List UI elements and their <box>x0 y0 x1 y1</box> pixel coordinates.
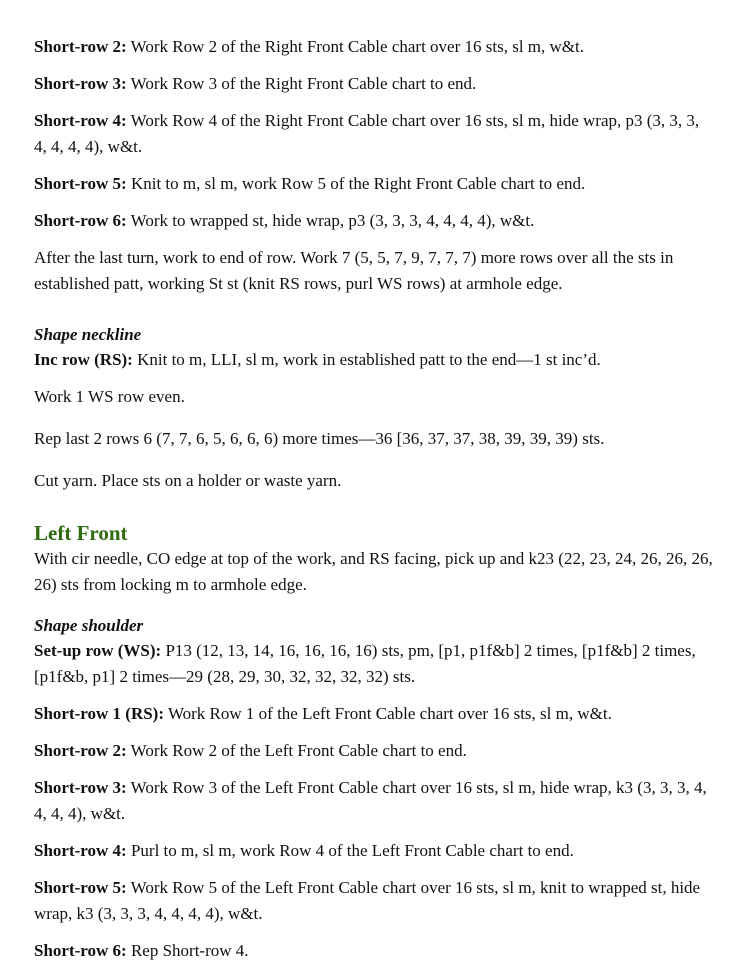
row-text: Work Row 2 of the Left Front Cable chart to end. <box>126 741 467 760</box>
row-text: Work Row 4 of the Right Front Cable chart over 16 sts, sl m, hide wrap, p3 (3, 3, 3, 4, 4, 4, 4), w&t. <box>34 111 700 156</box>
after-last-turn-paragraph: After the last turn, work to end of row. Work 7 (5, 5, 7, 9, 7, 7, 7) more rows over all the sts in established patt, working St st (knit RS rows, purl WS rows) at armhole edge. <box>34 248 674 293</box>
instruction-short-row-6 <box>34 208 716 234</box>
instruction-left-short-row-5 <box>34 875 716 927</box>
row-text: Work Row 3 of the Right Front Cable chart to end. <box>126 74 477 93</box>
left-front-intro: With cir needle, CO edge at top of the work, and RS facing, pick up and k23 (22, 23, 24, 26, 26, 26, 26) sts from locking m to armhole edge. <box>34 549 713 594</box>
row-text: Knit to m, LLI, sl m, work in established patt to the end—1 st inc’d. <box>132 350 601 369</box>
instruction-setup-row <box>34 638 716 690</box>
row-text: Work Row 3 of the Left Front Cable chart over 16 sts, sl m, hide wrap, k3 (3, 3, 3, 4, 4, 4, 4), w&t. <box>34 778 707 823</box>
instruction-left-short-row-1 <box>34 701 716 727</box>
row-label: Short-row 1 (RS): <box>34 704 165 723</box>
instruction-short-row-5 <box>34 171 716 197</box>
instruction-left-short-row-6 <box>34 938 716 964</box>
row-text: Work Row 2 of the Right Front Cable chart over 16 sts, sl m, w&t. <box>126 37 584 56</box>
row-label: Short-row 2: <box>34 741 127 760</box>
row-text: Work to wrapped st, hide wrap, p3 (3, 3, 3, 4, 4, 4, 4), w&t. <box>126 211 535 230</box>
row-label: Inc row (RS): <box>34 350 133 369</box>
instruction-left-short-row-2 <box>34 738 716 764</box>
row-text: Work Row 5 of the Left Front Cable chart over 16 sts, sl m, knit to wrapped st, hide wrap, k3 (3, 3, 3, 4, 4, 4, 4), w&t. <box>34 878 701 923</box>
row-text: Knit to m, sl m, work Row 5 of the Right Front Cable chart to end. <box>126 174 586 193</box>
ws-even-paragraph: Work 1 WS row even. <box>34 387 185 406</box>
instruction-inc-row <box>34 347 716 373</box>
row-label: Short-row 2: <box>34 37 127 56</box>
repeat-paragraph: Rep last 2 rows 6 (7, 7, 6, 5, 6, 6, 6) more times—36 [36, 37, 37, 38, 39, 39, 39) sts. <box>34 429 605 448</box>
instruction-left-short-row-3 <box>34 775 716 827</box>
instruction-short-row-3 <box>34 71 716 97</box>
row-label: Short-row 4: <box>34 111 127 130</box>
row-text: Rep Short-row 4. <box>126 941 249 960</box>
row-text: Purl to m, sl m, work Row 4 of the Left Front Cable chart to end. <box>126 841 574 860</box>
instruction-left-short-row-4 <box>34 838 716 864</box>
shape-shoulder-heading: Shape shoulder <box>34 616 144 635</box>
row-label: Short-row 5: <box>34 174 127 193</box>
row-label: Short-row 3: <box>34 778 127 797</box>
shape-neckline-heading: Shape neckline <box>34 325 142 344</box>
row-text: P13 (12, 13, 14, 16, 16, 16, 16) sts, pm, [p1, p1f&b] 2 times, [p1f&b] 2 times, [p1f&b, p1] 2 times—29 (28, 29, 30, 32, 32, 32, 32) sts. <box>34 641 696 686</box>
row-label: Short-row 4: <box>34 841 127 860</box>
row-label: Short-row 6: <box>34 941 127 960</box>
row-label: Short-row 3: <box>34 74 127 93</box>
instruction-short-row-4 <box>34 108 716 160</box>
row-label: Short-row 6: <box>34 211 127 230</box>
row-label: Short-row 5: <box>34 878 127 897</box>
row-label: Set-up row (WS): <box>34 641 162 660</box>
row-text: Work Row 1 of the Left Front Cable chart over 16 sts, sl m, w&t. <box>164 704 612 723</box>
left-front-title: Left Front <box>34 521 128 545</box>
cut-yarn-paragraph: Cut yarn. Place sts on a holder or waste yarn. <box>34 471 342 490</box>
instruction-short-row-2 <box>34 34 716 60</box>
